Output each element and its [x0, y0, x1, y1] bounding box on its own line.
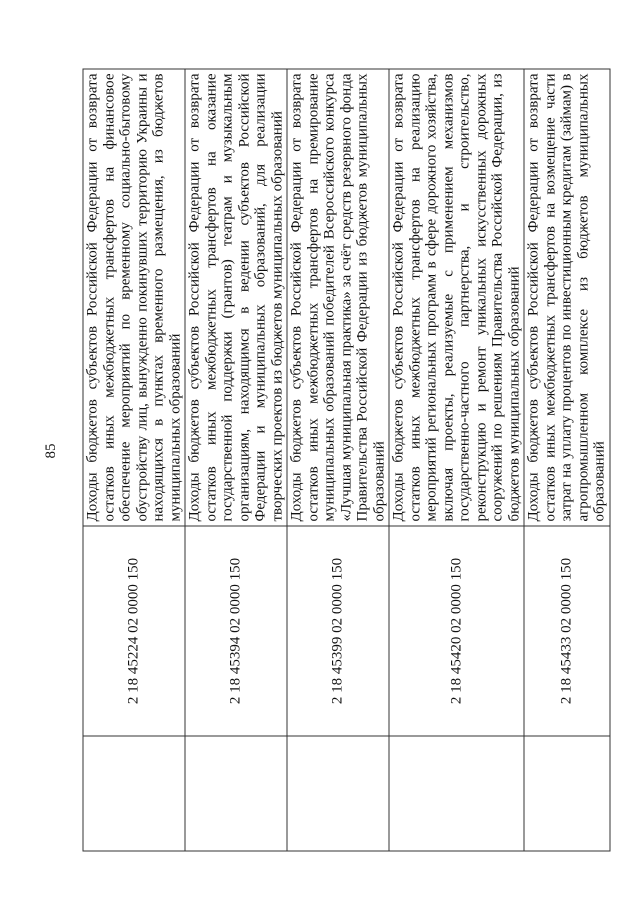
table-row: [389, 69, 524, 851]
table-row: [287, 69, 389, 851]
table-cell-description: Доходы бюджетов субъектов Российской Федерации от возврата остатков иных межбюджетных трансфертов на премирование муниципальных образований победителей Всероссийского конкурса «Лучшая муниципальная практика» за счёт средств резервного фонда Правительства Российской Федерации из бюджетов муниципальных образований: [287, 69, 389, 526]
table-row: [524, 69, 610, 851]
table-cell-code: 2 18 45399 02 0000 150: [287, 526, 389, 736]
table-row: [83, 69, 185, 851]
budget-revenue-table: [82, 69, 610, 852]
rotated-page-content: [82, 69, 607, 852]
table-cell-blank: [524, 736, 610, 851]
page-number: 85: [43, 443, 59, 459]
table-cell-code: 2 18 45420 02 0000 150: [389, 526, 524, 736]
table-cell-description: Доходы бюджетов субъектов Российской Федерации от возврата остатков иных межбюджетных трансфертов на финансовое обеспечение мероприятий по временному социально-бытовому обустройству лиц, вынужденно покинувших территорию Украины и находящихся в пунктах временного размещения, из бюджетов муниципальных образований: [83, 69, 185, 526]
table-row: [185, 69, 287, 851]
table-cell-code: 2 18 45394 02 0000 150: [185, 526, 287, 736]
table-cell-code: 2 18 45433 02 0000 150: [524, 526, 610, 736]
table-cell-blank: [287, 736, 389, 851]
table-cell-blank: [389, 736, 524, 851]
table-cell-description: Доходы бюджетов субъектов Российской Федерации от возврата остатков иных межбюджетных трансфертов на оказание государственной поддержки (грантов) театрам и музыкальным организациям, находящимся в ведении субъектов Российской Федерации и муниципальных образований, для реализации творческих проектов из бюджетов муниципальных образований: [185, 69, 287, 526]
table-cell-description: Доходы бюджетов субъектов Российской Федерации от возврата остатков иных межбюджетных трансфертов на возмещение части затрат на уплату процентов по инвестиционным кредитам (займам) в агропромышленном комплексе из бюджетов муниципальных образований: [524, 69, 610, 526]
table-cell-blank: [185, 736, 287, 851]
table-cell-code: 2 18 45224 02 0000 150: [83, 526, 185, 736]
table-cell-blank: [83, 736, 185, 851]
table-cell-description: Доходы бюджетов субъектов Российской Федерации от возврата остатков иных межбюджетных трансфертов на реализацию мероприятий региональных программ в сфере дорожного хозяйства, включая проекты, реализуемые с применением механизмов государственно-частного партнерства, и строительство, реконструкцию и ремонт уникальных искусственных дорожных сооружений по решениям Правительства Российской Федерации, из бюджетов муниципальных образований: [389, 69, 524, 526]
